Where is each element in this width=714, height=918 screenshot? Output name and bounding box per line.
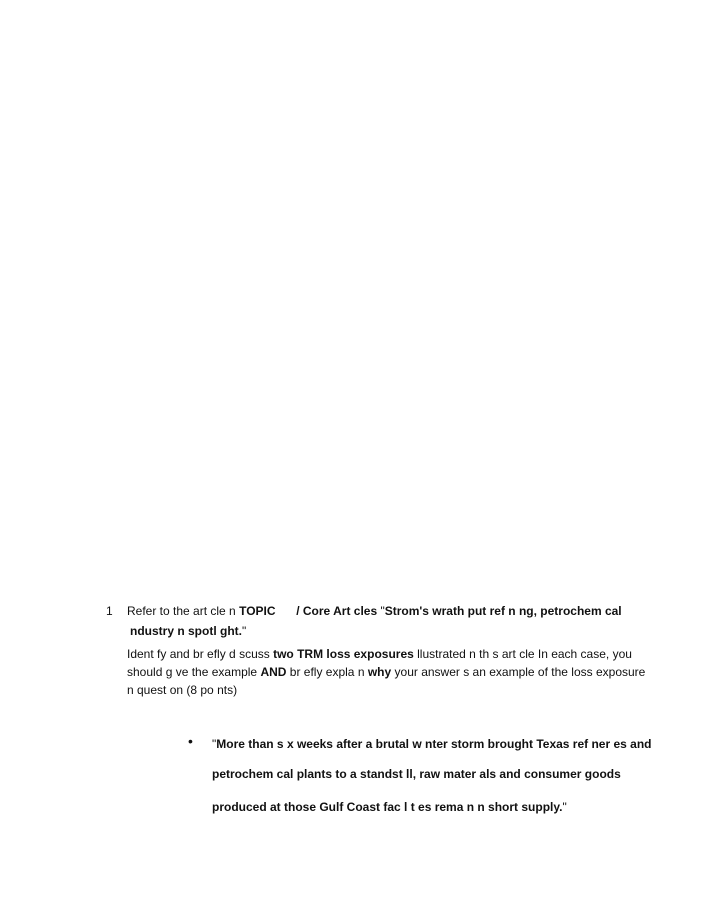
quote-open: " xyxy=(212,737,217,751)
instruction-text: Ident fy and br efly d scuss xyxy=(127,647,270,661)
open-quote: " xyxy=(380,604,385,618)
instruction-text-cont: llustrated n th s art cle In each case, you xyxy=(417,647,632,661)
question-intro-text: Refer to the art cle n xyxy=(127,604,236,618)
quote-line-1 xyxy=(212,737,652,751)
and-emphasis: AND xyxy=(260,665,287,679)
question-line-5 xyxy=(127,683,237,697)
quote-line-3 xyxy=(212,800,567,814)
question-line-4 xyxy=(127,665,645,679)
quote-line-2 xyxy=(212,767,621,781)
instruction-text-3: br efly expla n xyxy=(289,665,365,679)
core-articles-label: / Core Art cles xyxy=(296,604,378,618)
question-line-3 xyxy=(127,647,632,661)
article-title-part-1: Strom's wrath put ref n ng, petrochem cal xyxy=(384,604,622,618)
quote-text-2: petrochem cal plants to a standst ll, raw mater als and consumer goods xyxy=(212,767,621,781)
bullet-icon: • xyxy=(188,733,193,749)
quote-text-1: More than s x weeks after a brutal w nter storm brought Texas ref ner es and xyxy=(216,737,652,751)
quote-text-3: produced at those Gulf Coast fac l t es rema n n short supply. xyxy=(212,800,563,814)
loss-exposures-emphasis: two TRM loss exposures xyxy=(273,647,414,661)
instruction-text-4: your answer s an example of the loss exposure xyxy=(394,665,646,679)
instruction-text-2: should g ve the example xyxy=(127,665,258,679)
question-number: 1 xyxy=(106,604,113,618)
quote-close: " xyxy=(562,800,567,814)
question-line-1 xyxy=(127,604,622,618)
question-line-2 xyxy=(130,624,246,638)
close-quote: " xyxy=(242,624,247,638)
topic-label: TOPIC xyxy=(239,604,276,618)
points-text: n quest on (8 po nts) xyxy=(127,683,238,697)
why-emphasis: why xyxy=(367,665,392,679)
article-title-part-2: ndustry n spotl ght. xyxy=(130,624,242,638)
